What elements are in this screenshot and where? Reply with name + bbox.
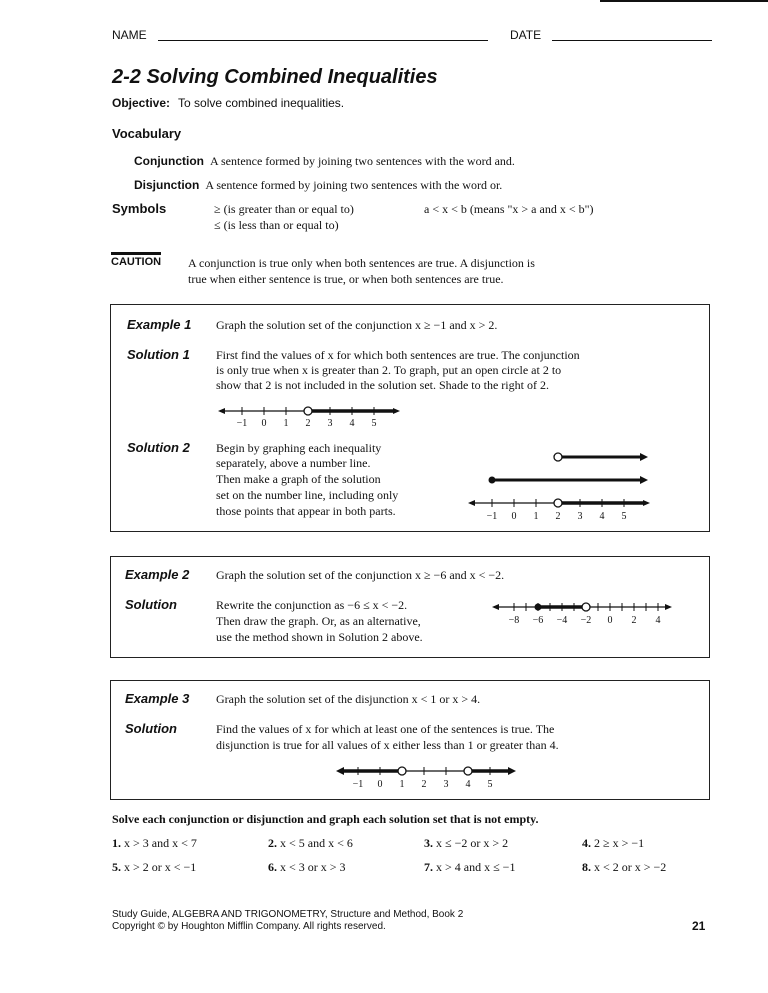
tick-label: 2 bbox=[555, 511, 561, 522]
conjunction-term: Conjunction bbox=[134, 154, 204, 168]
solution-1-label: Solution 1 bbox=[127, 347, 190, 362]
example-2-solution-line-2: Then draw the graph. Or, as an alternative, bbox=[216, 614, 421, 628]
date-label: DATE bbox=[510, 28, 542, 42]
tick-label: 2 bbox=[305, 418, 311, 429]
tick-label: 2 bbox=[631, 615, 637, 626]
tick-label: 5 bbox=[371, 418, 377, 429]
footer-source: Study Guide, ALGEBRA AND TRIGONOMETRY, Structure and Method, Book 2 bbox=[112, 909, 464, 920]
tick-label: −1 bbox=[486, 511, 498, 522]
example-2-solution-line-3: use the method shown in Solution 2 above. bbox=[216, 630, 423, 644]
tick-label: −1 bbox=[236, 418, 248, 429]
tick-label: 4 bbox=[599, 511, 605, 522]
number-line-example-3 bbox=[336, 760, 520, 792]
tick-label: −8 bbox=[508, 615, 520, 626]
tick-label: 5 bbox=[487, 779, 493, 790]
caution-label: CAUTION bbox=[111, 252, 161, 268]
exercise-item: 3. x ≤ −2 or x > 2 bbox=[424, 836, 509, 850]
tick-label: −1 bbox=[352, 779, 364, 790]
caution-line-1: A conjunction is true only when both sentences are true. A disjunction is bbox=[188, 256, 535, 270]
conjunction-def: A sentence formed by joining two sentences with the word and. bbox=[209, 154, 515, 168]
disjunction-term: Disjunction bbox=[134, 178, 200, 192]
name-label: NAME bbox=[112, 28, 147, 42]
symbol-le: ≤ (is less than or equal to) bbox=[214, 218, 339, 232]
solution-2-line-1: Begin by graphing each inequality bbox=[216, 441, 382, 455]
exercise-item: 1. x > 3 and x < 7 bbox=[112, 836, 197, 850]
tick-label: 2 bbox=[421, 779, 427, 790]
tick-label: 0 bbox=[511, 511, 517, 522]
tick-label: 0 bbox=[261, 418, 267, 429]
vocabulary-heading: Vocabulary bbox=[112, 126, 182, 141]
symbol-ge: ≥ (is greater than or equal to) bbox=[214, 202, 354, 216]
objective-text: To solve combined inequalities. bbox=[178, 96, 345, 110]
example-1-text: Graph the solution set of the conjunction x ≥ −1 and x > 2. bbox=[216, 318, 498, 332]
solution-2-line-2: separately, above a number line. bbox=[216, 456, 371, 470]
page-title: 2-2 Solving Combined Inequalities bbox=[112, 66, 438, 88]
exercise-item: 4. 2 ≥ x > −1 bbox=[582, 836, 645, 850]
tick-label: −2 bbox=[580, 615, 592, 626]
example-2-solution-label: Solution bbox=[125, 597, 177, 612]
tick-label: 5 bbox=[621, 511, 627, 522]
solution-1-line-2: is only true when x is greater than 2. To graph, put an open circle at 2 to bbox=[216, 363, 562, 377]
example-3-solution-line-1: Find the values of x for which at least one of the sentences is true. The bbox=[216, 722, 555, 736]
solution-1-line-3: show that 2 is not included in the solution set. Shade to the right of 2. bbox=[216, 378, 549, 392]
exercise-instructions: Solve each conjunction or disjunction and graph each solution set that is not empty. bbox=[112, 812, 539, 826]
solution-2-label: Solution 2 bbox=[127, 440, 190, 455]
page-number: 21 bbox=[692, 919, 706, 933]
exercise-item: 7. x > 4 and x ≤ −1 bbox=[424, 860, 516, 874]
tick-label: 1 bbox=[283, 418, 289, 429]
solution-2-line-5: those points that appear in both parts. bbox=[216, 504, 396, 518]
date-field-line bbox=[552, 40, 712, 41]
objective-label: Objective: bbox=[112, 96, 171, 110]
disjunction-def: A sentence formed by joining two sentences with the word or. bbox=[205, 178, 503, 192]
exercise-item: 5. x > 2 or x < −1 bbox=[112, 860, 197, 874]
example-3-text: Graph the solution set of the disjunction x < 1 or x > 4. bbox=[216, 692, 481, 706]
example-3-solution-label: Solution bbox=[125, 721, 177, 736]
number-line-example-1 bbox=[218, 400, 408, 430]
tick-label: 4 bbox=[349, 418, 355, 429]
name-field-line bbox=[158, 40, 488, 41]
example-2-solution-line-1: Rewrite the conjunction as −6 ≤ x < −2. bbox=[216, 598, 408, 612]
example-3-solution-line-2: disjunction is true for all values of x either less than 1 or greater than 4. bbox=[216, 738, 559, 752]
tick-label: 4 bbox=[655, 615, 661, 626]
tick-label: 1 bbox=[399, 779, 405, 790]
example-3-label: Example 3 bbox=[125, 691, 190, 706]
tick-label: 3 bbox=[577, 511, 583, 522]
exercise-item: 8. x < 2 or x > −2 bbox=[582, 860, 667, 874]
solution-1-line-1: First find the values of x for which both sentences are true. The conjunction bbox=[216, 348, 580, 362]
tick-label: 4 bbox=[465, 779, 471, 790]
number-line-example-2 bbox=[492, 597, 676, 627]
tick-label: −6 bbox=[532, 615, 544, 626]
caution-line-2: true when either sentence is true, or when both sentences are true. bbox=[188, 272, 504, 286]
tick-label: −4 bbox=[556, 615, 568, 626]
tick-label: 0 bbox=[377, 779, 383, 790]
tick-label: 0 bbox=[607, 615, 613, 626]
tick-label: 3 bbox=[327, 418, 333, 429]
symbol-between: a < x < b (means "x > a and x < b") bbox=[424, 202, 594, 216]
disjunction-definition bbox=[134, 178, 502, 193]
tick-label: 1 bbox=[533, 511, 539, 522]
objective bbox=[112, 96, 344, 110]
exercise-item: 6. x < 3 or x > 3 bbox=[268, 860, 346, 874]
tick-label: 3 bbox=[443, 779, 449, 790]
symbols-heading: Symbols bbox=[112, 201, 167, 216]
solution-2-line-3: Then make a graph of the solution bbox=[216, 472, 381, 486]
solution-2-line-4: set on the number line, including only bbox=[216, 488, 399, 502]
example-1-label: Example 1 bbox=[127, 317, 192, 332]
example-2-text: Graph the solution set of the conjunction x ≥ −6 and x < −2. bbox=[216, 568, 505, 582]
example-2-label: Example 2 bbox=[125, 567, 190, 582]
exercise-item: 2. x < 5 and x < 6 bbox=[268, 836, 353, 850]
number-line-solution-2 bbox=[466, 446, 662, 526]
conjunction-definition bbox=[134, 154, 515, 169]
footer-copyright: Copyright © by Houghton Mifflin Company. All rights reserved. bbox=[112, 921, 386, 932]
top-rule bbox=[600, 0, 768, 2]
